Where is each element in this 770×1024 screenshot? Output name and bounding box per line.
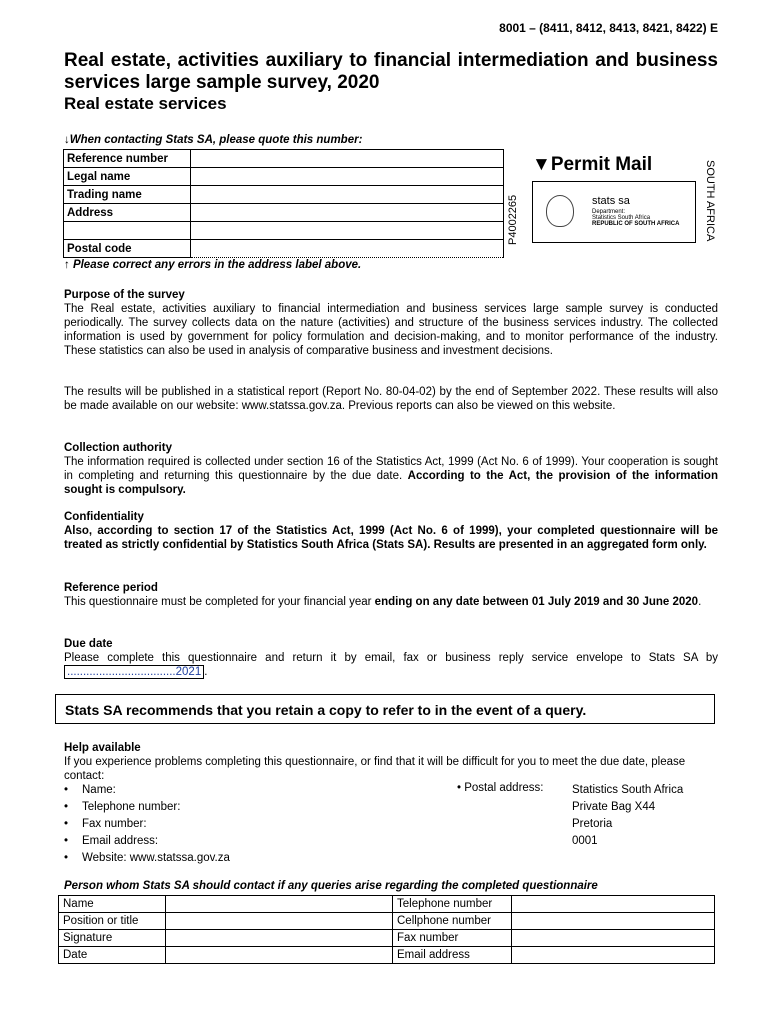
postal-line: Pretoria	[572, 818, 613, 830]
contact-label: Email address	[393, 947, 512, 964]
due-date-field[interactable]: ..................................2021	[64, 665, 204, 679]
list-item: • Email address:	[64, 833, 230, 850]
help-list	[64, 782, 230, 867]
contact-label: Fax number	[393, 930, 512, 947]
field-label	[64, 222, 191, 240]
dept-line-1: Department:	[592, 209, 626, 215]
authority-bold-text: According to the Act, the provision of the information sought is compulsory.	[64, 470, 718, 496]
confidentiality-heading: Confidentiality	[64, 511, 144, 523]
help-section	[64, 741, 718, 783]
permit-number: P4002265	[507, 194, 519, 245]
email-input[interactable]	[512, 947, 715, 964]
reference-number-field[interactable]	[191, 150, 504, 168]
position-input[interactable]	[166, 913, 393, 930]
coat-of-arms-icon	[546, 195, 574, 227]
table-row	[59, 913, 715, 930]
contact-label: Cellphone number	[393, 913, 512, 930]
field-label: Legal name	[64, 168, 191, 186]
legal-name-field[interactable]	[191, 168, 504, 186]
field-label: Trading name	[64, 186, 191, 204]
help-heading: Help available	[64, 742, 141, 754]
page-subtitle: Real estate services	[64, 94, 227, 113]
dept-line-2: Statistics South Africa	[592, 215, 651, 221]
recommend-box: Stats SA recommends that you retain a copy to refer to in the event of a query.	[55, 694, 715, 724]
purpose-heading: Purpose of the survey	[64, 289, 185, 301]
signature-input[interactable]	[166, 930, 393, 947]
trading-name-field[interactable]	[191, 186, 504, 204]
address-table	[63, 149, 504, 258]
field-label: Reference number	[64, 150, 191, 168]
purpose-text: The Real estate, activities auxiliary to financial intermediation and business services large sample survey is conducted periodically. The survey collects data on the nature (activities) and structure of the business services industry. The collected information is used by government for policy formulation and decision-making, and to monitor performance of the industry. These statistics can also be used in analysis of comparative business and investment decisions.	[64, 303, 718, 357]
contact-label: Telephone number	[393, 896, 512, 913]
confidentiality-text: Also, according to section 17 of the Statistics Act, 1999 (Act No. 6 of 1999), your completed questionnaire will be treated as strictly confidential by Statistics South Africa (Stats SA). Results are presented in an aggregated form only.	[64, 525, 718, 551]
date-input[interactable]	[166, 947, 393, 964]
cellphone-input[interactable]	[512, 913, 715, 930]
contact-table	[58, 895, 715, 964]
page-title: Real estate, activities auxiliary to financial intermediation and business services large sample survey, 2020	[64, 50, 718, 93]
postal-address	[572, 782, 683, 850]
authority-section	[64, 441, 718, 497]
correct-note: ↑ Please correct any errors in the address label above.	[64, 259, 362, 271]
field-label: Address	[64, 204, 191, 222]
contact-label: Name	[59, 896, 166, 913]
list-item: • Telephone number:	[64, 799, 230, 816]
dept-line-3: REPUBLIC OF SOUTH AFRICA	[592, 221, 680, 227]
due-heading: Due date	[64, 638, 113, 650]
due-section: Due date Please complete this questionnaire and return it by email, fax or business reply service envelope to Stats SA by ..................................2021 .	[64, 638, 718, 678]
table-row	[59, 896, 715, 913]
list-item: • Fax number:	[64, 816, 230, 833]
postal-code-field[interactable]	[191, 240, 504, 258]
contact-label: Signature	[59, 930, 166, 947]
period-bold-text: ending on any date between 01 July 2019 and 30 June 2020	[374, 596, 699, 608]
contact-label: Date	[59, 947, 166, 964]
table-row	[59, 947, 715, 964]
postal-label: • Postal address:	[457, 782, 544, 794]
name-input[interactable]	[166, 896, 393, 913]
telephone-input[interactable]	[512, 896, 715, 913]
purpose-section	[64, 288, 718, 358]
stats-sa-logo-text: stats sa	[592, 195, 630, 207]
authority-heading: Collection authority	[64, 442, 172, 454]
permit-arrow-icon: ▼	[532, 154, 551, 175]
field-label: Postal code	[64, 240, 191, 258]
table-row	[59, 930, 715, 947]
permit-mail-title	[532, 154, 696, 176]
address-field-2[interactable]	[191, 222, 504, 240]
postal-line: 0001	[572, 835, 598, 847]
postal-line: Private Bag X44	[572, 801, 656, 813]
due-text: Please complete this questionnaire and return it by email, fax or business reply service envelope to Stats SA by	[64, 652, 718, 664]
confidentiality-section	[64, 510, 718, 552]
period-heading: Reference period	[64, 582, 158, 594]
period-text: This questionnaire must be completed for your financial year	[64, 596, 372, 608]
help-text: If you experience problems completing this questionnaire, or find that it will be difficult for you to meet the due date, please contact:	[64, 756, 686, 782]
list-item: • Name:	[64, 782, 230, 799]
address-field-1[interactable]	[191, 204, 504, 222]
list-item: • Website: www.statssa.gov.za	[64, 850, 230, 867]
postal-line: Statistics South Africa	[572, 784, 684, 796]
period-section: Reference period This questionnaire must be completed for your financial year ending on any date between 01 July 2019 and 30 June 2020.	[64, 581, 718, 609]
contact-heading: Person whom Stats SA should contact if any queries arise regarding the completed questionnaire	[64, 880, 598, 892]
quote-note: ↓When contacting Stats SA, please quote this number:	[64, 134, 363, 146]
fax-input[interactable]	[512, 930, 715, 947]
country-label: SOUTH AFRICA	[704, 160, 716, 242]
authority-text: The information required is collected under section 16 of the Statistics Act, 1999 (Act No. 6 of 1999). Your cooperation is sought in completing and returning this questionnaire by the due date.	[64, 456, 718, 482]
results-text: The results will be published in a statistical report (Report No. 80-04-02) by the end of September 2022. These results will also be made available on our website: www.statssa.gov.za. Previous reports can also be viewed on this website.	[64, 386, 718, 412]
permit-title-text: Permit Mail	[550, 154, 653, 175]
form-code: 8001 – (8411, 8412, 8413, 8421, 8422) E	[499, 21, 718, 35]
contact-label: Position or title	[59, 913, 166, 930]
